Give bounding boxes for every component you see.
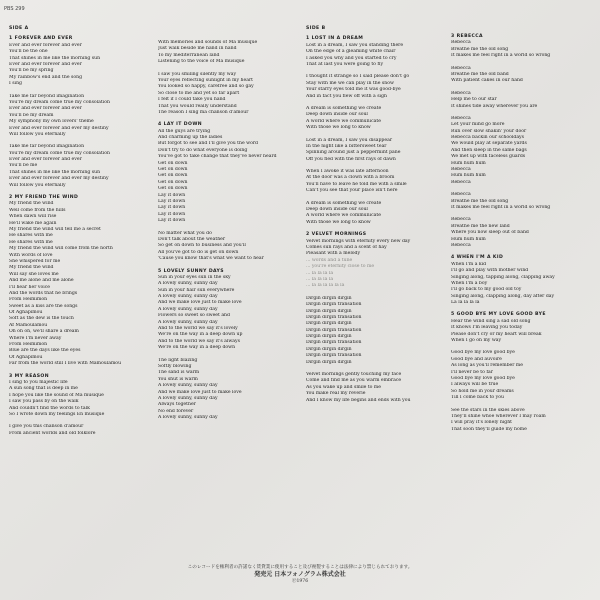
lyric-line: Ever and ever forever and ever my destiny bbox=[9, 125, 109, 131]
lyric-line: We would play at separate yards bbox=[451, 141, 527, 147]
lyric-line: I sing to you majestic life bbox=[9, 379, 68, 385]
lyric-line: Rebecca bbox=[451, 217, 471, 223]
lyric-line: All the guys are trying bbox=[158, 128, 211, 134]
lyric-line: See the stars in the skies above bbox=[451, 407, 525, 413]
stanza bbox=[158, 275, 298, 352]
lyric-line: I asked you why and you started to cry bbox=[306, 55, 397, 61]
lyric-line: Dirgin dirgin transation bbox=[306, 353, 362, 359]
lyric-line: Ever and ever forever and ever bbox=[9, 106, 82, 112]
lyric-line: When I'm a kid bbox=[451, 261, 487, 267]
lyric-line: I'll go back to my good old toy bbox=[451, 287, 522, 293]
lyric-line: Please don't cry or my heart will break bbox=[451, 331, 542, 337]
lyric-line: That you would really understand bbox=[158, 103, 237, 109]
lyric-line: ... words and a tune bbox=[306, 257, 353, 263]
lyric-line: ... you're eternity close to me bbox=[306, 264, 375, 270]
lyric-line: Breathe me the old song bbox=[451, 198, 509, 204]
lyric-line: That at last you were going to fly bbox=[306, 61, 384, 67]
lyric-line: My friend the wind bbox=[9, 265, 54, 271]
lyric-line: Sun in your eyes sun in the sky bbox=[158, 274, 231, 280]
lyric-line: When I go on my way bbox=[451, 338, 502, 344]
lyric-line: Dirgin dirgin transation bbox=[306, 314, 362, 320]
lyric-line: Lay it down bbox=[158, 192, 186, 198]
stanza bbox=[9, 43, 149, 88]
lyric-line: Dirgin dirgin dirgin bbox=[306, 295, 352, 301]
lyric-line: Blue are the days like the eyes bbox=[9, 348, 81, 354]
lyric-line: And me alone and me alone bbox=[9, 278, 74, 284]
lyric-line: Will follow you eternally bbox=[9, 131, 66, 137]
lyric-line: Rebecca bbox=[451, 192, 471, 198]
lyric-line: Rebecca bbox=[451, 90, 471, 96]
lyric-line: It shines tide away wherever you are bbox=[451, 103, 538, 109]
stanza bbox=[451, 192, 591, 211]
lyric-line: Can't you see that your place isn't here bbox=[306, 188, 398, 194]
stanza bbox=[306, 43, 446, 69]
song-title: 4 LAY IT DOWN bbox=[158, 122, 203, 128]
lyric-line: I sing bbox=[9, 81, 23, 87]
lyric-line: Good bye and auvoire bbox=[451, 356, 502, 362]
publisher-name: 発売元 日本フォノグラム株式会社 bbox=[254, 571, 346, 578]
side-label: SIDE B bbox=[306, 26, 326, 31]
stanza bbox=[9, 94, 149, 139]
lyric-line: Dirgin dirgin transation bbox=[306, 340, 362, 346]
lyric-line: It makes me feel right in a world so wrong bbox=[451, 205, 551, 210]
lyric-line: And to the world we say it's always bbox=[158, 338, 240, 344]
lyric-line: Of Aghapimou bbox=[9, 354, 43, 360]
stanza bbox=[306, 201, 446, 227]
lyric-line: Hum hum hum bbox=[451, 236, 486, 242]
lyric-line: He shares with me bbox=[9, 233, 53, 239]
stanza bbox=[451, 91, 591, 110]
lyric-line: You'll be my spring bbox=[9, 68, 54, 74]
lyric-line: Breathe me the old band bbox=[451, 71, 509, 77]
lyric-line: And charming up the ladies bbox=[158, 135, 223, 141]
lyric-line: Run over slow shakin' your door bbox=[451, 128, 527, 134]
lyric-line: Get on down bbox=[158, 160, 188, 166]
lyric-line: On the edge of a gleaming white chair bbox=[306, 49, 396, 55]
stanza bbox=[306, 372, 446, 404]
stanza bbox=[158, 40, 298, 66]
lyrics-column-3 bbox=[306, 26, 446, 410]
copyright-notice: このレコードを権利者の許諾なく賃貸業に使用すること及び複製することは法律により禁じられております。 bbox=[187, 565, 413, 570]
lyric-line: Dirgin dirgin dirgin bbox=[306, 334, 352, 340]
lyric-line: A lovely sunny, sunny day bbox=[158, 319, 218, 325]
lyric-line: And to the world we say it's lovely bbox=[158, 326, 238, 332]
lyric-line: La la la la la bbox=[451, 300, 480, 306]
lyrics-column-2 bbox=[158, 40, 298, 428]
lyric-line: Sweet as a kiss are the songs bbox=[9, 303, 78, 309]
lyric-line: With those we long to know bbox=[306, 125, 371, 131]
lyric-line: Get on down bbox=[158, 173, 188, 179]
lyric-line: Stay with me we can play in the snow bbox=[306, 80, 394, 86]
lyric-line: With words of love bbox=[9, 252, 53, 258]
lyric-line: Hum hum hum bbox=[451, 173, 486, 179]
lyric-line: And couldn't find the words to talk bbox=[9, 405, 90, 411]
lyric-line: I thought it strange so I said please don't go bbox=[306, 74, 410, 80]
lyric-line: Ever and ever forever and ever my destiny bbox=[9, 176, 109, 182]
lyric-line: A dream is something we create bbox=[306, 105, 382, 111]
lyric-line: My rainbow's end and the song bbox=[9, 74, 83, 80]
lyric-line: You make real my reverie bbox=[306, 391, 366, 397]
lyric-line: With memories and sounds of Ma musique bbox=[158, 40, 258, 45]
lyric-line: A dream is something we create bbox=[306, 200, 382, 206]
lyric-line: Lay it down bbox=[158, 199, 186, 204]
lyric-line: You're my dream come true my consolation bbox=[9, 99, 110, 105]
lyric-line: Don't talk about the weather bbox=[158, 236, 226, 242]
lyric-line: Af Mamoulamou bbox=[9, 322, 48, 328]
lyric-line: A lovely sunny, sunny day bbox=[158, 415, 218, 421]
lyric-line: You've got to take change that they've never heard bbox=[158, 154, 277, 160]
lyric-line: Rebecca bbox=[451, 65, 471, 71]
lyric-line: And we make love just to make love bbox=[158, 300, 242, 306]
lyric-line: Flowers so sweet so sweet and bbox=[158, 313, 230, 319]
song-title: 2 VELVET MORNINGS bbox=[306, 232, 367, 238]
stanza bbox=[306, 106, 446, 132]
catalog-number: PBS 299 bbox=[4, 6, 25, 12]
lyric-line: Ever and ever forever and ever bbox=[9, 157, 82, 163]
lyric-line: But forgot to see and I'll give you the word bbox=[158, 141, 258, 147]
lyric-line: I always will be true bbox=[451, 382, 499, 388]
lyric-line: Where I'm never away bbox=[9, 335, 62, 341]
stanza bbox=[158, 231, 298, 263]
lyric-line: A sun song that is deep in me bbox=[9, 386, 78, 392]
stanza bbox=[306, 74, 446, 100]
lyric-line: The reason I sing ma chanson d'amour bbox=[158, 109, 249, 115]
lyric-line: That shines in me like the morning sun bbox=[9, 169, 101, 175]
lyric-line: Rebecca bbox=[451, 179, 471, 185]
lyric-line: You'll be me bbox=[9, 163, 38, 169]
lyric-line: When I awoke it was late afternoon bbox=[306, 169, 389, 175]
stanza bbox=[451, 66, 591, 85]
lyric-line: You shut is warm bbox=[158, 376, 198, 382]
stanza bbox=[158, 72, 298, 117]
stanza bbox=[451, 319, 591, 345]
lyric-line: Deep down inside our soul bbox=[306, 207, 368, 213]
lyric-line: Singing along, tapping along, clapping away bbox=[451, 274, 555, 280]
lyric-line: Oh oh oh, we'll share a dream bbox=[9, 329, 79, 335]
lyric-line: I'll go and play with mother wind bbox=[451, 268, 529, 274]
lyric-line: Velvet mornings gently touching my face bbox=[306, 372, 402, 378]
lyric-line: My friend the wind will come from the north bbox=[9, 246, 113, 252]
lyric-line: Just walk beside me hand in hand bbox=[158, 46, 237, 52]
lyric-line: Dirgin dirgin dirgin bbox=[306, 359, 352, 365]
lyric-line: With patient cakes in our hand bbox=[451, 78, 523, 84]
song-title: 3 REBECCA bbox=[451, 34, 484, 39]
lyric-line: We met up with faceless guards bbox=[451, 154, 526, 160]
lyrics-column-1 bbox=[9, 26, 149, 443]
lyric-line: So I wrote down my feelings En musique bbox=[9, 411, 105, 417]
stanza bbox=[9, 380, 149, 418]
stanza bbox=[158, 358, 298, 422]
lyric-line: Dirgin dirgin dirgin bbox=[306, 321, 352, 327]
lyric-line: Let your mind go more bbox=[451, 122, 505, 128]
lyric-line: 'Cause you know that's what we want to hear bbox=[158, 256, 264, 262]
lyric-line: I felt if I could take you hand bbox=[158, 97, 226, 103]
stanza bbox=[451, 262, 591, 307]
lyric-line: Help me to our star bbox=[451, 97, 497, 103]
footer bbox=[0, 564, 600, 585]
lyric-line: My friend the wind bbox=[9, 201, 54, 207]
song-title: 5 GOOD BYE MY LOVE GOOD BYE bbox=[451, 312, 546, 318]
lyric-line: I'll never be to far bbox=[451, 369, 493, 375]
lyric-line: A world where we communicate bbox=[306, 118, 381, 124]
lyric-line: Will say she loves me bbox=[9, 271, 59, 277]
lyric-line: ... la la la la bbox=[306, 276, 334, 282]
lyric-line: We're on the way in a deep down up bbox=[158, 332, 243, 338]
lyric-line: It makes me feel right in a world so wrong bbox=[451, 53, 551, 59]
lyric-line: Dirgin dirgin transation bbox=[306, 302, 362, 308]
lyric-line: From Heimimon bbox=[9, 297, 48, 303]
lyric-line: Get on down bbox=[158, 167, 188, 173]
lyric-line: Breathe me the old song bbox=[451, 46, 509, 52]
lyric-line: With those we long to know bbox=[306, 219, 371, 225]
lyric-line: I will pray it's lonely night bbox=[451, 420, 513, 426]
lyrics-column-4 bbox=[451, 30, 591, 439]
lyric-line: Dirgin dirgin dirgin bbox=[306, 346, 352, 352]
lyric-line: To my mediterranean land bbox=[158, 52, 220, 58]
song-title: 1 LOST IN A DREAM bbox=[306, 36, 364, 42]
lyric-line: Comes sun rays and a scent of hay bbox=[306, 244, 387, 250]
stanza bbox=[306, 239, 446, 290]
lyric-line: You'll be the one bbox=[9, 49, 48, 55]
lyric-line: Will follow you eternally bbox=[9, 182, 66, 188]
song-title: 4 WHEN I'M A KID bbox=[451, 255, 504, 261]
lyric-line: I give you this chanson d'amour bbox=[9, 424, 84, 430]
lyric-line: So get on down to business and you'll bbox=[158, 243, 246, 249]
lyric-line: And we make love just to make love bbox=[158, 389, 242, 395]
lyric-line: At the door was a clown with a broom bbox=[306, 175, 395, 181]
lyric-line: Hear the wind sing a sad old song bbox=[451, 318, 531, 324]
side-label: SIDE A bbox=[9, 26, 29, 31]
stanza bbox=[9, 424, 149, 437]
lyric-line: Don't try to do what everyone is doing bbox=[158, 147, 248, 153]
lyric-line: It knows I'm leaving you today bbox=[451, 325, 523, 331]
lyric-line: Off you fled with the first rays of dawn bbox=[306, 156, 396, 162]
lyric-line: The sand is warm bbox=[158, 370, 200, 376]
lyric-line: Soft as the dew is the touch bbox=[9, 316, 74, 322]
song-title: 1 FOREVER AND EVER bbox=[9, 36, 73, 42]
lyric-line: Lost in a dream, I saw you standing there bbox=[306, 42, 404, 48]
lyric-line: Rebecca backin our schooldays bbox=[451, 135, 525, 141]
stanza bbox=[306, 296, 446, 366]
lyric-line: As long as you'll remember me bbox=[451, 363, 524, 369]
lyric-line: I saw you pass by on the walk bbox=[9, 399, 79, 405]
lyric-line: Pleasant with a melody bbox=[306, 251, 361, 257]
stanza bbox=[451, 116, 591, 186]
lyric-line: When dawn will rise bbox=[9, 214, 57, 220]
lyric-line: Where you now sleep out of band bbox=[451, 230, 529, 236]
lyric-line: From Heimimon bbox=[9, 342, 48, 348]
lyric-line: Ever and ever forever and ever bbox=[9, 42, 82, 48]
stanza bbox=[451, 408, 591, 434]
lyric-line: I saw you smiling silently my way bbox=[158, 71, 237, 77]
stanza bbox=[9, 201, 149, 367]
lyric-line: You're my dream come true my consolation bbox=[9, 150, 110, 156]
lyric-line: From ancient worlds and old folklore bbox=[9, 430, 96, 436]
lyric-line: My friend the wind will tell me a secret bbox=[9, 226, 101, 232]
lyric-line: Hum hum hum bbox=[451, 160, 486, 166]
lyric-line: So hold me in your dreams bbox=[451, 388, 514, 394]
lyric-line: ... la la la la la la bbox=[306, 283, 345, 289]
lyric-line: Rebecca bbox=[451, 242, 471, 248]
lyric-line: Get on down bbox=[158, 186, 188, 192]
lyric-line: I'll hear her voice bbox=[9, 284, 51, 290]
lyric-line: So close to me and yet so far apart bbox=[158, 90, 240, 96]
lyric-line: A lovely sunny, sunny day bbox=[158, 306, 218, 312]
lyric-line: And then sleep in the same bags bbox=[451, 147, 527, 153]
lyric-line: Your eyes reflecting sunlight in my heart bbox=[158, 77, 253, 83]
song-title: 5 LOVELY SUNNY DAYS bbox=[158, 268, 224, 274]
lyric-line: Rebecca bbox=[451, 167, 471, 173]
lyric-line: A world where we communicate bbox=[306, 213, 381, 219]
lyric-line: Dirgin dirgin dirgin bbox=[306, 308, 352, 314]
stanza bbox=[158, 129, 298, 225]
lyric-line: Get on down bbox=[158, 179, 188, 185]
lyric-line: A lovely sunny, sunny day bbox=[158, 281, 218, 287]
lyric-line: He'll wake me again bbox=[9, 220, 57, 226]
lyric-line: No matter what you do bbox=[158, 230, 212, 236]
lyric-line: She whispered for me bbox=[9, 258, 61, 264]
lyric-line: All you've got to do is get on down bbox=[158, 249, 239, 255]
lyric-line: That shines in me like the morning sun bbox=[9, 55, 101, 61]
lyric-line: They'll shine whoe wherever I may roam bbox=[451, 413, 546, 419]
lyric-line: Lay it down bbox=[158, 211, 186, 217]
lyric-line: As you wake up and smile to me bbox=[306, 384, 381, 390]
lyric-line: The light blazing bbox=[158, 357, 198, 363]
stanza bbox=[451, 217, 591, 249]
song-title: 3 MY REASON bbox=[9, 373, 49, 379]
stanza bbox=[306, 138, 446, 164]
lyric-line: Rebecca bbox=[451, 115, 471, 121]
lyric-line: And I know my life begins and ends with you bbox=[306, 397, 411, 403]
lyric-line: Good bye my love good bye bbox=[451, 350, 515, 356]
lyric-line: Lost in a dream, I saw you disappear bbox=[306, 137, 393, 143]
lyric-line: Deep down inside our soul bbox=[306, 112, 368, 118]
lyric-line: Singing along, clapping along, day after day bbox=[451, 293, 555, 299]
lyric-line: Lay it down bbox=[158, 218, 186, 224]
lyric-line: Spinning around just a peppermint pane bbox=[306, 150, 401, 156]
lyric-line: Always together bbox=[158, 402, 196, 408]
lyric-line: Ever and ever forever and ever bbox=[9, 61, 82, 67]
lyric-line: You'll be my dream bbox=[9, 112, 54, 118]
stanza bbox=[306, 169, 446, 195]
lyric-line: ... la la la la bbox=[306, 270, 334, 276]
copyright-year: Ⓟ1976 bbox=[291, 579, 309, 584]
lyric-line: Softly blowing bbox=[158, 364, 192, 369]
lyric-line: My symphony my own lovers' theme bbox=[9, 119, 94, 125]
lyric-line: A lovely sunny, sunny day bbox=[158, 294, 218, 300]
lyric-line: You'll have to leave he told me with a smile bbox=[306, 181, 407, 187]
lyric-line: You looked so happy, carefree and so gay bbox=[158, 84, 254, 90]
lyric-line: Velvet mornings with eternity every new day bbox=[306, 238, 411, 244]
lyric-line: Breathe me the new land bbox=[451, 223, 510, 229]
lyric-line: No end forever bbox=[158, 408, 194, 414]
lyric-line: Rebecca bbox=[451, 40, 471, 46]
lyric-line: A lovely sunny, sunny day bbox=[158, 395, 218, 401]
lyric-line: That soon they'll guide my home bbox=[451, 426, 527, 432]
lyric-line: Of Aghapimou bbox=[9, 310, 43, 316]
lyric-line: In the night like a bittersweet tear bbox=[306, 143, 387, 149]
lyric-line: Sun in your hair sun everywhere bbox=[158, 287, 235, 293]
lyric-line: When I'm a boy bbox=[451, 280, 488, 286]
lyric-line: Take me far beyond imagination bbox=[9, 93, 85, 99]
song-title: 2 MY FRIEND THE WIND bbox=[9, 195, 79, 201]
stanza bbox=[451, 350, 591, 401]
lyric-line: Your starry eyes told me it was good-bye bbox=[306, 87, 401, 93]
lyric-line: A lovely sunny, sunny day bbox=[158, 383, 218, 389]
lyric-line: And the words that he brings bbox=[9, 290, 78, 296]
lyric-line: Come and find me as you warm embrace bbox=[306, 378, 402, 384]
lyric-line: He shares with me bbox=[9, 239, 53, 245]
lyric-line: I hope you like the sound of Ma musique bbox=[9, 392, 104, 398]
lyric-line: Take me far beyond imagination bbox=[9, 144, 85, 150]
lyric-line: And in fact you flew off with a sigh bbox=[306, 93, 387, 99]
lyric-line: Far from the world still I live with Mamoulamou bbox=[9, 361, 122, 367]
lyric-line: We're on the way in a deep down bbox=[158, 345, 236, 351]
lyric-line: Listening to the voice of Ma musique bbox=[158, 59, 245, 65]
lyric-line: Lay it down bbox=[158, 205, 186, 211]
lyric-line: Good bye my love good bye bbox=[451, 376, 515, 382]
stanza bbox=[451, 40, 591, 59]
lyric-line: Dirgin dirgin transation bbox=[306, 327, 362, 333]
stanza bbox=[9, 144, 149, 189]
lyric-line: Well come from the hills bbox=[9, 207, 66, 213]
lyric-line: Till I come back to you bbox=[451, 395, 504, 401]
